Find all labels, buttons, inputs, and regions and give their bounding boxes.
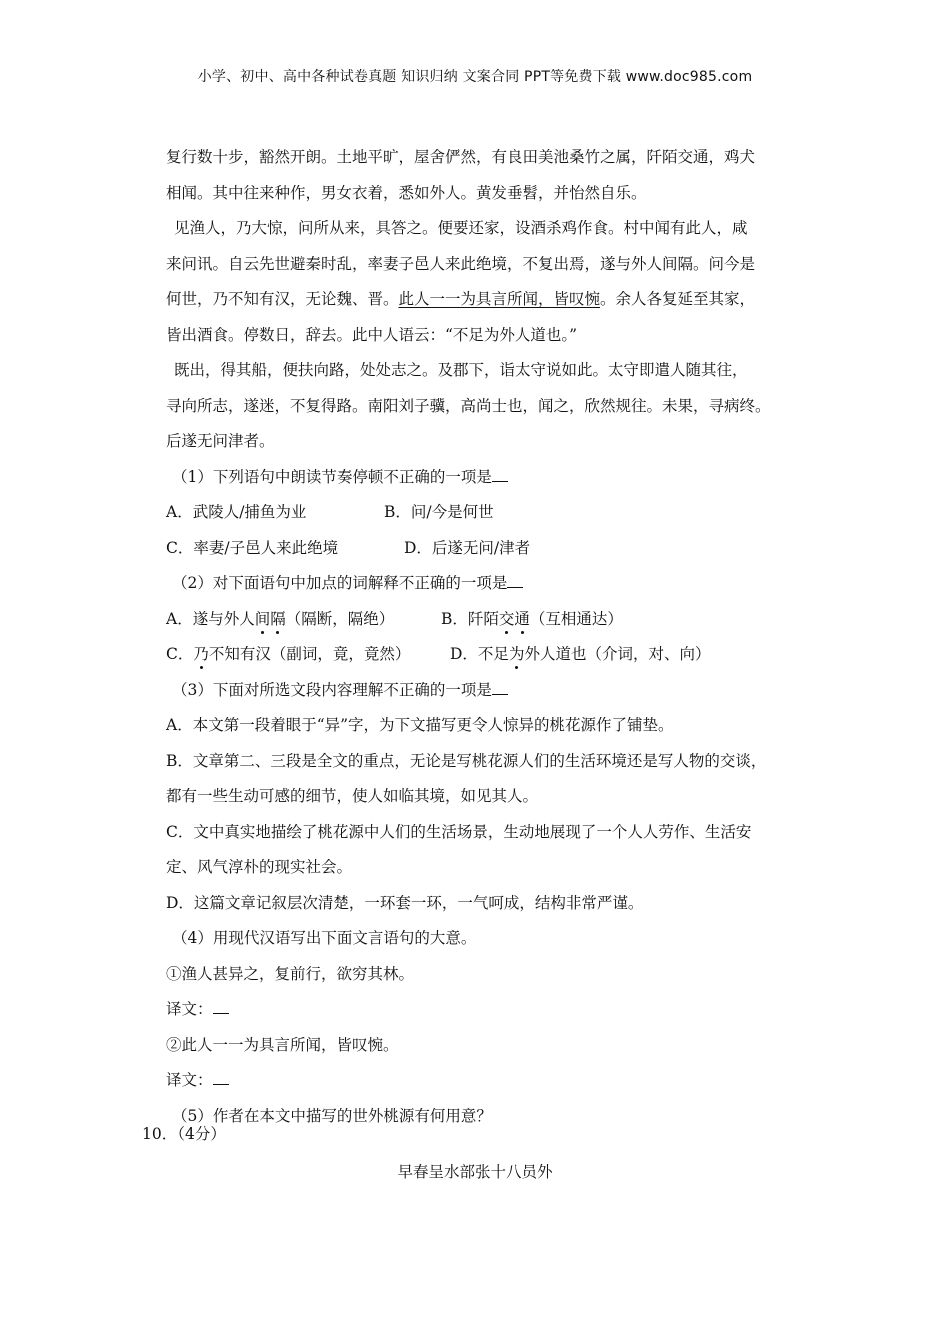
- passage-line: 既出，得其船，便扶向路，处处志之。及郡下，诣太守说如此。太守即遣人随其往，: [174, 361, 748, 379]
- emphasis-dot-char: 交: [498, 609, 515, 628]
- option-a: A．本文第一段着眼于“异”字，为下文描写更令人惊异的桃花源作了铺垫。: [166, 716, 674, 734]
- answer-blank: [492, 467, 508, 482]
- option-b: B．问/今是何世: [384, 503, 494, 521]
- passage-line: 来问讯。自云先世避秦时乱，率妻子邑人来此绝境，不复出焉，遂与外人间隔。问今是: [166, 254, 756, 273]
- option-a: A．遂与外人间隔（隔断，隔绝）: [166, 609, 395, 628]
- document-body: [166, 140, 826, 1134]
- option-c-continued: 定、风气淳朴的现实社会。: [166, 858, 353, 876]
- question-1-options-row1: [166, 495, 826, 531]
- option-b: B．文章第二、三段是全文的重点，无论是写桃花源人们的生活环境还是写人物的交谈，: [166, 751, 767, 770]
- emphasis-dot-char: 通: [514, 609, 530, 628]
- sentence-1: ①渔人甚异之，复前行，欲穷其林。: [166, 964, 415, 983]
- option-c: C．文中真实地描绘了桃花源中人们的生活场景，生动地展现了一个人人劳作、生活安: [166, 822, 752, 841]
- option-d: D．后遂无问/津者: [404, 538, 531, 557]
- option-c: C．乃不知有汉（副词，竟，竟然）: [166, 645, 411, 663]
- translation-1: 译文：: [166, 992, 826, 1028]
- poem-title: 早春呈水部张十八员外: [397, 1163, 553, 1181]
- option-c: C．率妻/子邑人来此绝境: [166, 538, 339, 557]
- question-1-options-row2: [166, 531, 826, 567]
- question-2-stem: （2）对下面语句中加点的词解释不正确的一项是: [166, 566, 826, 602]
- option-d: D．不足为外人道也（介词，对、向）: [450, 645, 711, 663]
- question-1-stem: （1）下列语句中朗读节奏停顿不正确的一项是: [166, 460, 826, 496]
- option-a: A．武陵人/捕鱼为业: [166, 503, 307, 521]
- question-2-options-row2: [166, 637, 826, 673]
- emphasis-dot-char: 乃: [193, 645, 209, 663]
- answer-blank: [213, 999, 229, 1014]
- page-header: 小学、初中、高中各种试卷真题 知识归纳 文案合同 PPT等免费下载 www.doc985.com: [197, 69, 753, 85]
- passage-line: 见渔人，乃大惊，问所从来，具答之。便要还家，设酒杀鸡作食。村中闻有此人，咸: [174, 219, 748, 237]
- passage-line: 寻向所志，遂迷，不复得路。南阳刘子骥，高尚士也，闻之，欣然规往。未果，寻病终。: [166, 396, 771, 415]
- sentence-2: ②此人一一为具言所闻，皆叹惋。: [166, 1035, 399, 1054]
- passage-line: 何世，乃不知有汉，无论魏、晋。此人一一为具言所闻，皆叹惋。余人各复延至其家，: [166, 290, 756, 308]
- question-3-stem: （3）下面对所选文段内容理解不正确的一项是: [166, 673, 826, 709]
- passage-line: 复行数十步，豁然开朗。土地平旷，屋舍俨然，有良田美池桑竹之属，阡陌交通，鸡犬: [166, 148, 756, 166]
- emphasis-dot-char: 隔: [270, 609, 286, 628]
- option-b-continued: 都有一些生动可感的细节，使人如临其境，如见其人。: [166, 787, 539, 805]
- passage-line: 相闻。其中往来种作，男女衣着，悉如外人。黄发垂髫，并怡然自乐。: [166, 183, 647, 202]
- translation-2: 译文：: [166, 1063, 826, 1099]
- question-5-stem: （5）作者在本文中描写的世外桃源有何用意？: [172, 1106, 492, 1125]
- question-4-stem: （4）用现代汉语写出下面文言语句的大意。: [172, 929, 477, 947]
- emphasis-dot-char: 为: [508, 645, 525, 663]
- answer-blank: [492, 680, 508, 695]
- question-10-number: 10．（4分）: [142, 1125, 226, 1143]
- question-2-options-row1: [166, 602, 826, 638]
- answer-blank: [213, 1070, 229, 1085]
- underlined-sentence: 此人一一为具言所闻，皆叹惋: [398, 290, 601, 308]
- passage-line: 后遂无问津者。: [166, 432, 275, 450]
- passage-line: 皆出酒食。停数日，辞去。此中人语云：“不足为外人道也。”: [166, 325, 578, 344]
- emphasis-dot-char: 间: [254, 609, 271, 628]
- option-b: B．阡陌交通（互相通达）: [441, 609, 623, 628]
- option-d: D．这篇文章记叙层次清楚，一环套一环，一气呵成，结构非常严谨。: [166, 893, 644, 912]
- answer-blank: [507, 573, 523, 588]
